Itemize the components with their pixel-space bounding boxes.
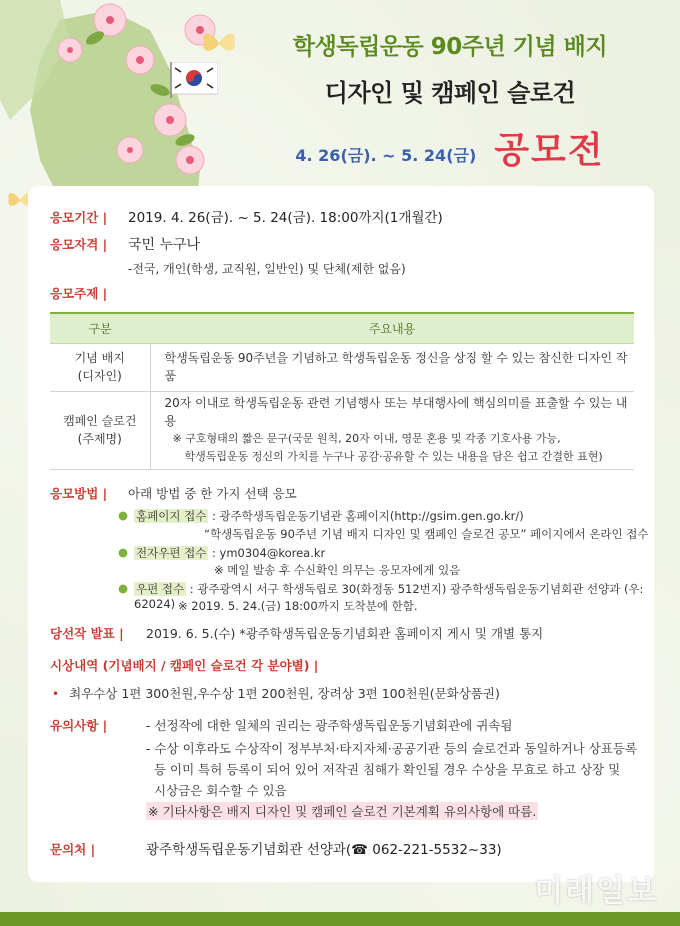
title-line-2: 디자인 및 캠페인 슬로건 (324, 79, 576, 107)
category-line: (주제명) (77, 432, 122, 446)
method-text: : 광주학생독립운동기념관 홈페이지(http://gsim.gen.go.kr/) (208, 509, 524, 523)
content-card (28, 186, 654, 882)
method-item-line2: ※ 2019. 5. 24.(금) 18:00까지 도착분에 한함. (178, 599, 418, 613)
content-note: 학생독립운동 정신의 가치를 누구나 공감·공유할 수 있는 내용을 담은 쉽고 간결한 표현) (184, 450, 603, 463)
topic-label: 응모주제 | (50, 286, 108, 301)
awards-value-row (52, 684, 500, 702)
notes-highlight: ※ 기타사항은 배지 디자인 및 캠페인 슬로건 기본계획 유의사항에 따름. (148, 804, 537, 819)
method-head: 홈페이지 접수 (136, 509, 207, 523)
announce-label: 당선작 발표 | (50, 626, 124, 641)
table-cell-content: 학생독립운동 90주년을 기념하고 학생독립운동 정신을 상징 할 수 있는 참신한 디자인 작품 (150, 343, 634, 391)
table-cell-category (50, 391, 150, 469)
category-line: (디자인) (77, 369, 122, 383)
eligibility-detail: -전국, 개인(학생, 교직원, 일반인) 및 단체(제한 없음) (128, 262, 406, 276)
period-label: 응모기간 | (50, 210, 108, 225)
topic-row (50, 284, 107, 302)
table-header-row (50, 313, 634, 343)
awards-value: 최우수상 1편 300천원,우수상 1편 200천원, 장려상 3편 100천원(문화상품권) (69, 686, 500, 701)
poster-header (230, 24, 670, 173)
method-intro: 아래 방법 중 한 가지 선택 응모 (128, 486, 297, 501)
notes-line-3: 등 이미 특허 등록이 되어 있어 저작권 침해가 확인될 경우 수상을 무효로 하고 상장 및 (154, 762, 621, 777)
notes-label: 유의사항 | (50, 718, 108, 733)
method-text: : ym0304@korea.kr (208, 546, 326, 560)
method-label: 응모방법 | (50, 486, 108, 501)
table-header-content: 주요내용 (150, 313, 634, 343)
content-note: ※ 구호형태의 짧은 문구(국문 원칙, 20자 이내, 영문 혼용 및 각종 기호사용 가능, (172, 432, 561, 445)
notes-row (50, 716, 512, 734)
contact-value: 광주학생독립운동기념회관 선양과(☎ 062-221-5532~33) (146, 842, 502, 858)
method-item-line2: “학생독립운동 90주년 기념 배지 디자인 및 캠페인 슬로건 공모” 페이지에서 온라인 접수 (204, 527, 649, 541)
method-item-homepage (118, 508, 524, 524)
bullet-icon: ● (118, 581, 129, 595)
korean-flag-icon (170, 62, 218, 98)
notes-line-1: - 선정작에 대한 일체의 권리는 광주학생독립운동기념회관에 귀속됨 (146, 718, 513, 733)
method-head: 우편 접수 (136, 582, 185, 596)
title-line-3: 공모전 (494, 130, 605, 171)
eligibility-row (50, 234, 200, 254)
awards-row (50, 656, 318, 674)
footer-bar (0, 912, 680, 926)
eligibility-label: 응모자격 | (50, 237, 108, 252)
title-row-3 (230, 122, 670, 173)
notes-line-5 (146, 802, 538, 820)
title-line-1: 학생독립운동 90주년 기념 배지 (292, 34, 608, 60)
period-row (50, 206, 443, 226)
category-line: 기념 배지 (74, 351, 125, 365)
method-head: 전자우편 접수 (136, 546, 207, 560)
table-cell-content (150, 391, 634, 469)
table-cell-category (50, 343, 150, 391)
announce-row (50, 624, 543, 642)
method-item-line2: ※ 메일 발송 후 수신확인 의무는 응모자에게 있음 (214, 563, 461, 577)
method-item-email (118, 545, 325, 561)
method-row (50, 484, 297, 502)
table-row (50, 343, 634, 391)
bullet-icon: ● (118, 545, 129, 559)
category-line: 캠페인 슬로건 (63, 414, 137, 428)
announce-value: 2019. 6. 5.(수) *광주학생독립운동기념회관 홈페이지 게시 및 개별 통지 (146, 626, 544, 641)
contact-label: 문의처 | (50, 842, 96, 857)
bullet-icon: • (52, 687, 60, 701)
contest-period: 4. 26(금). ~ 5. 24(금) (295, 146, 477, 165)
notes-line-4: 시상금은 회수할 수 있음 (154, 783, 287, 798)
watermark-logo: 미래일보 (534, 874, 658, 909)
table-header-category: 구분 (50, 313, 150, 343)
bullet-icon: ● (118, 508, 129, 522)
eligibility-value: 국민 누구나 (128, 237, 201, 253)
contact-row (50, 838, 502, 858)
topic-table (50, 312, 634, 470)
notes-line-2: - 수상 이후라도 수상작이 정부부처·타지자체·공공기관 등의 슬로건과 동일하거나 상표등록 (146, 741, 638, 756)
awards-label: 시상내역 (기념배지 / 캠페인 슬로건 각 분야별) | (50, 658, 319, 673)
period-value: 2019. 4. 26(금). ~ 5. 24(금). 18:00까지(1개월간) (128, 210, 443, 226)
table-row (50, 391, 634, 469)
content-line: 20자 이내로 학생독립운동 관련 기념행사 또는 부대행사에 핵심의미를 표출할 수 있는 내용 (164, 396, 628, 428)
method-text: : 광주광역시 서구 학생독립로 30(화정동 512번지) 광주학생독립운동기념회관 선양과 (우: 62024) (134, 582, 644, 611)
